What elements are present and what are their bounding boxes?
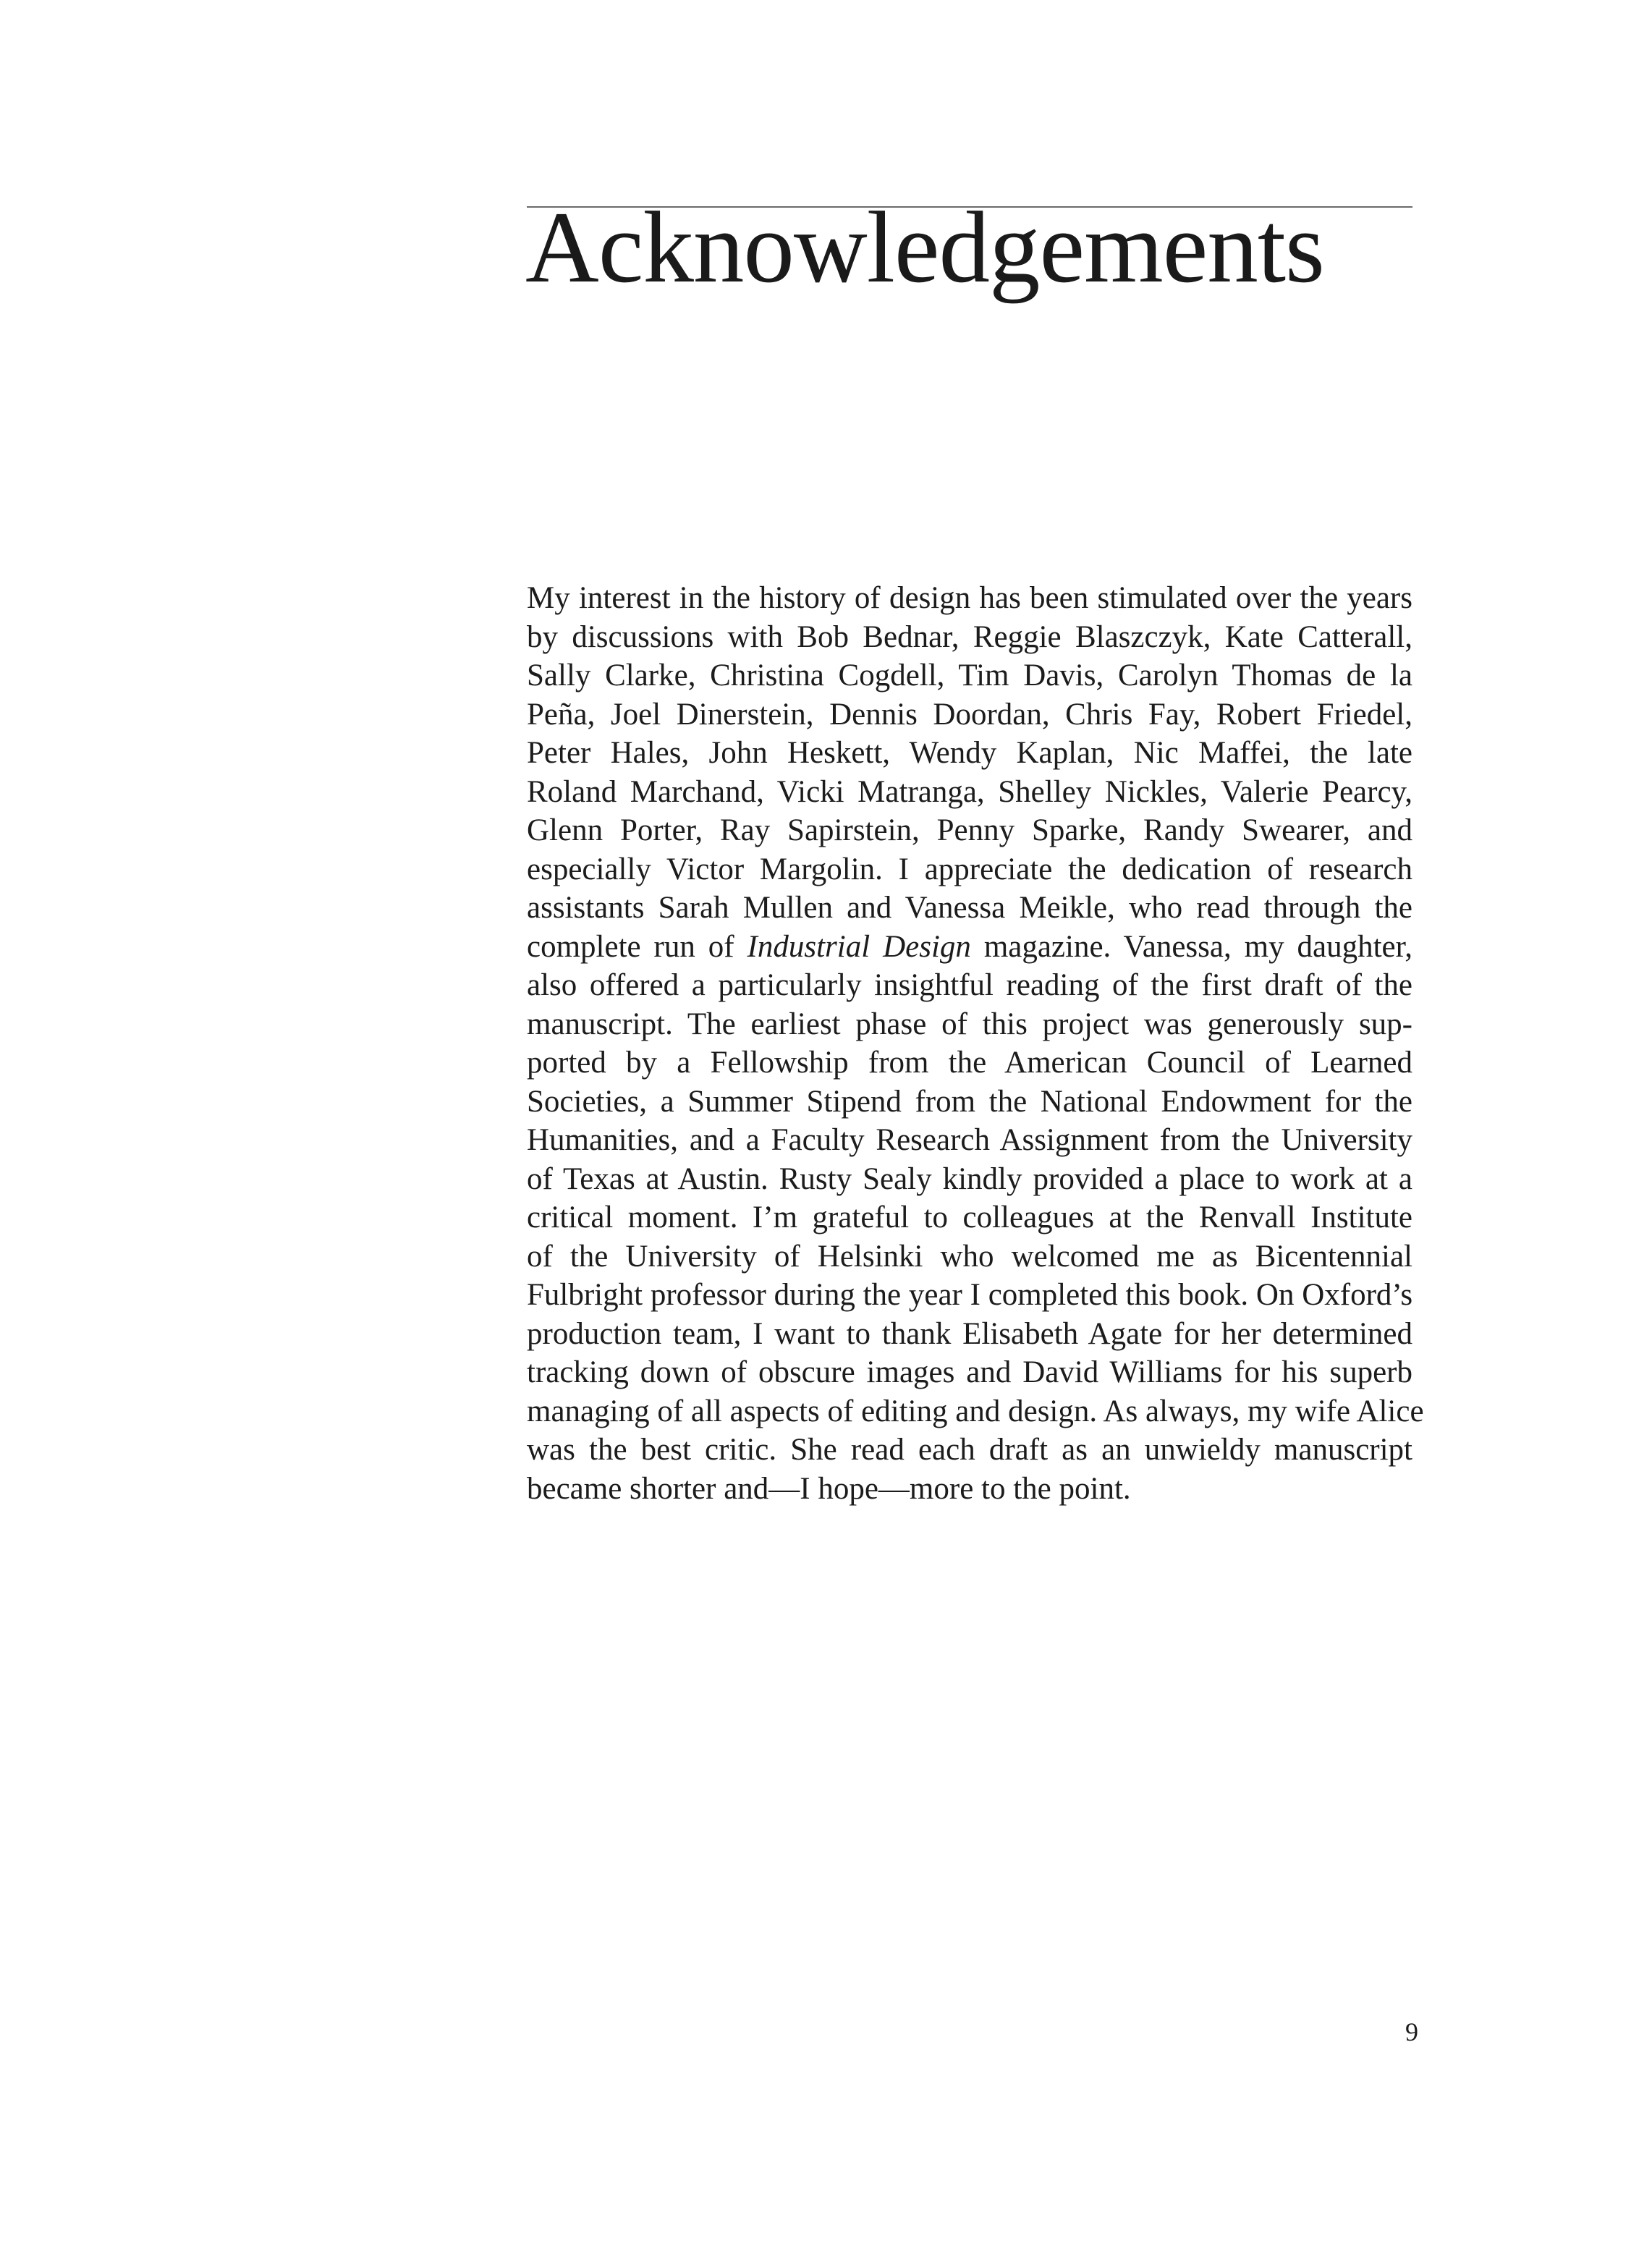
text-line: critical moment. I’m grateful to colleagues at the Renvall Institute <box>527 1200 1412 1234</box>
text-line: was the best critic. She read each draft as an unwieldy manuscript <box>527 1433 1412 1467</box>
text-line: Peña, Joel Dinerstein, Dennis Doordan, Chris Fay, Robert Friedel, <box>527 697 1412 732</box>
text-line: also offered a particularly insightful reading of the first draft of the <box>527 968 1412 1002</box>
acknowledgements-paragraph <box>527 579 1424 1508</box>
magazine-title: Industrial Design <box>747 929 971 964</box>
text-line: assistants Sarah Mullen and Vanessa Meikle, who read through the <box>527 891 1412 925</box>
text-line: tracking down of obscure images and David Williams for his superb <box>527 1355 1412 1389</box>
text-line: ported by a Fellowship from the American Council of Learned <box>527 1046 1412 1080</box>
text-line: Peter Hales, John Heskett, Wendy Kaplan, Nic Maffei, the late <box>527 736 1412 770</box>
text-fragment: magazine. Vanessa, my daughter, <box>970 929 1412 964</box>
text-line: Sally Clarke, Christina Cogdell, Tim Davis, Carolyn Thomas de la <box>527 658 1412 693</box>
text-line: of Texas at Austin. Rusty Sealy kindly provided a place to work at a <box>527 1161 1412 1196</box>
text-line: Glenn Porter, Ray Sapirstein, Penny Sparke, Randy Swearer, and <box>527 813 1412 847</box>
text-line: Roland Marchand, Vicki Matranga, Shelley Nickles, Valerie Pearcy, <box>527 774 1412 809</box>
text-line: especially Victor Margolin. I appreciate the dedication of research <box>527 852 1412 886</box>
text-line: Humanities, and a Faculty Research Assignment from the University <box>527 1123 1412 1157</box>
text-line: Fulbright professor during the year I completed this book. On Oxford’s <box>527 1278 1413 1312</box>
text-line: became shorter and—I hope—more to the point. <box>527 1471 1131 1506</box>
text-line: by discussions with Bob Bednar, Reggie Blaszczyk, Kate Catterall, <box>527 619 1412 654</box>
text-line: manuscript. The earliest phase of this project was generously sup- <box>527 1007 1412 1041</box>
text-line: My interest in the history of design has been stimulated over the years <box>527 581 1412 615</box>
text-fragment: complete run of <box>527 929 747 964</box>
text-line: managing of all aspects of editing and design. As always, my wife Alice <box>527 1394 1424 1428</box>
text-line: production team, I want to thank Elisabeth Agate for her determined <box>527 1316 1412 1351</box>
text-line-with-italic-title <box>527 928 1412 967</box>
page-number: 9 <box>1405 2017 1418 2046</box>
page-title: Acknowledgements <box>525 191 1324 304</box>
text-line: Societies, a Summer Stipend from the National Endowment for the <box>527 1084 1412 1119</box>
text-line: of the University of Helsinki who welcomed me as Bicentennial <box>527 1239 1412 1274</box>
